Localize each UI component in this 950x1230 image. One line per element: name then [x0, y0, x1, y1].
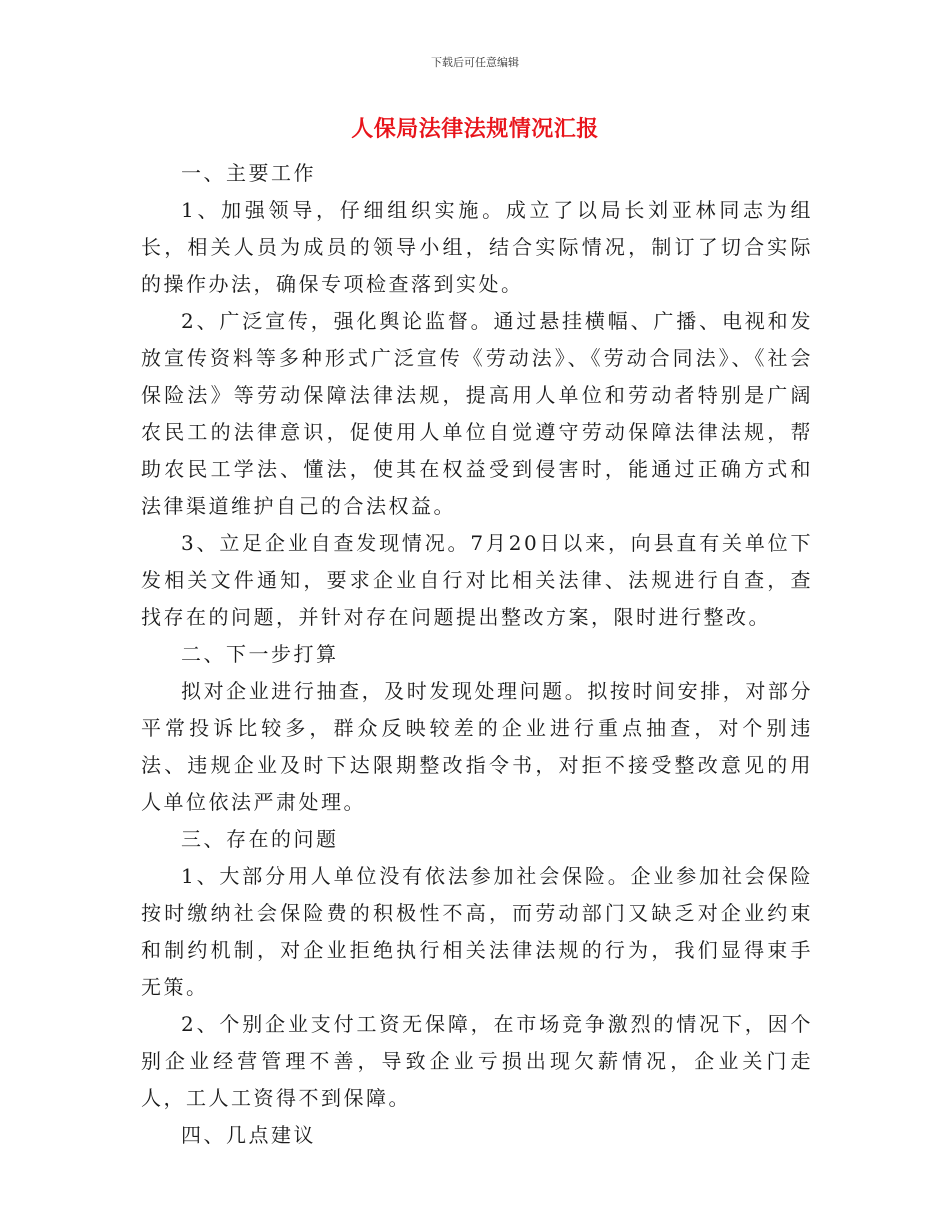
paragraph-self-inspection: 3、立足企业自查发现情况。7月20日以来，向县直有关单位下发相关文件通知，要求企业自行对比相关法律、法规进行自查，查找存在的问题，并针对存在问题提出整改方案，限时进行整改。: [141, 531, 813, 629]
document-title: 人保局法律法规情况汇报: [351, 116, 599, 142]
section-heading-main-work: 一、主要工作: [181, 161, 316, 185]
paragraph-wage-guarantee: 2、个别企业支付工资无保障，在市场竞争激烈的情况下，因个别企业经营管理不善，导致企业亏损出现欠薪情况，企业关门走人，工人工资得不到保障。: [141, 1012, 813, 1110]
section-heading-next-steps: 二、下一步打算: [181, 642, 339, 666]
paragraph-publicity: 2、广泛宣传，强化舆论监督。通过悬挂横幅、广播、电视和发放宣传资料等多种形式广泛宣传《劳动法》、《劳动合同法》、《社会保险法》等劳动保障法律法规，提高用人单位和劳动者特别是广阔农民工的法律意识，促使用人单位自觉遵守劳动保障法律法规，帮助农民工学法、懂法，使其在权益受到侵害时，能通过正确方式和法律渠道维护自己的合法权益。: [141, 309, 813, 518]
document-body: [141, 155, 813, 1154]
header-note: 下载后可任意编辑: [431, 56, 519, 69]
paragraph-leadership: 1、加强领导，仔细组织实施。成立了以局长刘亚林同志为组长，相关人员为成员的领导小组，结合实际情况，制订了切合实际的操作办法，确保专项检查落到实处。: [141, 198, 813, 296]
section-heading-suggestions: 四、几点建议: [181, 1123, 316, 1147]
paragraph-social-insurance: 1、大部分用人单位没有依法参加社会保险。企业参加社会保险按时缴纳社会保险费的积极性不高，而劳动部门又缺乏对企业约束和制约机制，对企业拒绝执行相关法律法规的行为，我们显得束手无策。: [141, 864, 813, 999]
paragraph-spot-check: 拟对企业进行抽查，及时发现处理问题。拟按时间安排，对部分平常投诉比较多，群众反映较差的企业进行重点抽查，对个别违法、违规企业及时下达限期整改指令书，对拒不接受整改意见的用人单位依法严肃处理。: [141, 679, 813, 814]
section-heading-problems: 三、存在的问题: [181, 827, 339, 851]
